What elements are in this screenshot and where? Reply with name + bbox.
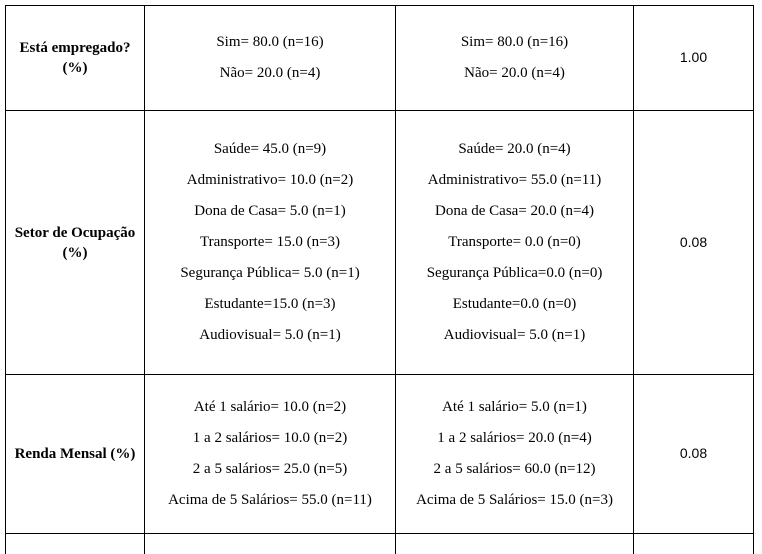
data-table <box>5 5 754 554</box>
group1-value: Estudante=15.0 (n=3) <box>153 296 387 313</box>
group2-value: Segurança Pública=0.0 (n=0) <box>404 265 625 282</box>
group2-value: Sim= 80.0 (n=16) <box>404 34 625 51</box>
group1-value: Segurança Pública= 5.0 (n=1) <box>153 265 387 282</box>
group2-value: 2 a 5 salários= 60.0 (n=12) <box>404 461 625 478</box>
empty-cell <box>634 534 754 554</box>
group2-cell <box>396 6 634 111</box>
group2-value: Administrativo= 55.0 (n=11) <box>404 172 625 189</box>
p-value: 1.00 <box>680 49 707 65</box>
table-row-occupation <box>6 111 754 375</box>
table-row-cutoff <box>6 534 754 554</box>
group1-value: Não= 20.0 (n=4) <box>153 65 387 82</box>
empty-cell <box>396 534 634 554</box>
p-value-cell <box>634 6 754 111</box>
group1-value: Saúde= 45.0 (n=9) <box>153 141 387 158</box>
p-value: 0.08 <box>680 445 707 461</box>
group1-value: Sim= 80.0 (n=16) <box>153 34 387 51</box>
group2-value: Acima de 5 Salários= 15.0 (n=3) <box>404 492 625 509</box>
group1-value: Administrativo= 10.0 (n=2) <box>153 172 387 189</box>
group2-value: Não= 20.0 (n=4) <box>404 65 625 82</box>
group1-cell <box>145 6 396 111</box>
group2-value: Audiovisual= 5.0 (n=1) <box>404 327 625 344</box>
group1-value: Até 1 salário= 10.0 (n=2) <box>153 399 387 416</box>
group2-cell <box>396 111 634 375</box>
row-label-cell <box>6 111 145 375</box>
group2-value: Dona de Casa= 20.0 (n=4) <box>404 203 625 220</box>
group1-cell <box>145 111 396 375</box>
group1-value: 1 a 2 salários= 10.0 (n=2) <box>153 430 387 447</box>
row-label-cell <box>6 6 145 111</box>
p-value: 0.08 <box>680 234 707 250</box>
group2-value: Saúde= 20.0 (n=4) <box>404 141 625 158</box>
empty-cell <box>145 534 396 554</box>
group2-value: 1 a 2 salários= 20.0 (n=4) <box>404 430 625 447</box>
group1-cell <box>145 375 396 534</box>
group1-value: 2 a 5 salários= 25.0 (n=5) <box>153 461 387 478</box>
group1-value: Dona de Casa= 5.0 (n=1) <box>153 203 387 220</box>
row-label: Está empregado? (%) <box>6 38 144 78</box>
group2-value: Transporte= 0.0 (n=0) <box>404 234 625 251</box>
table-row-income <box>6 375 754 534</box>
table-row-employed <box>6 6 754 111</box>
group2-cell <box>396 375 634 534</box>
group2-value: Até 1 salário= 5.0 (n=1) <box>404 399 625 416</box>
group1-value: Audiovisual= 5.0 (n=1) <box>153 327 387 344</box>
p-value-cell <box>634 375 754 534</box>
empty-cell <box>6 534 145 554</box>
group1-value: Transporte= 15.0 (n=3) <box>153 234 387 251</box>
group2-value: Estudante=0.0 (n=0) <box>404 296 625 313</box>
p-value-cell <box>634 111 754 375</box>
row-label: Setor de Ocupação (%) <box>6 223 144 263</box>
row-label-cell <box>6 375 145 534</box>
group1-value: Acima de 5 Salários= 55.0 (n=11) <box>153 492 387 509</box>
row-label: Renda Mensal (%) <box>6 444 144 464</box>
